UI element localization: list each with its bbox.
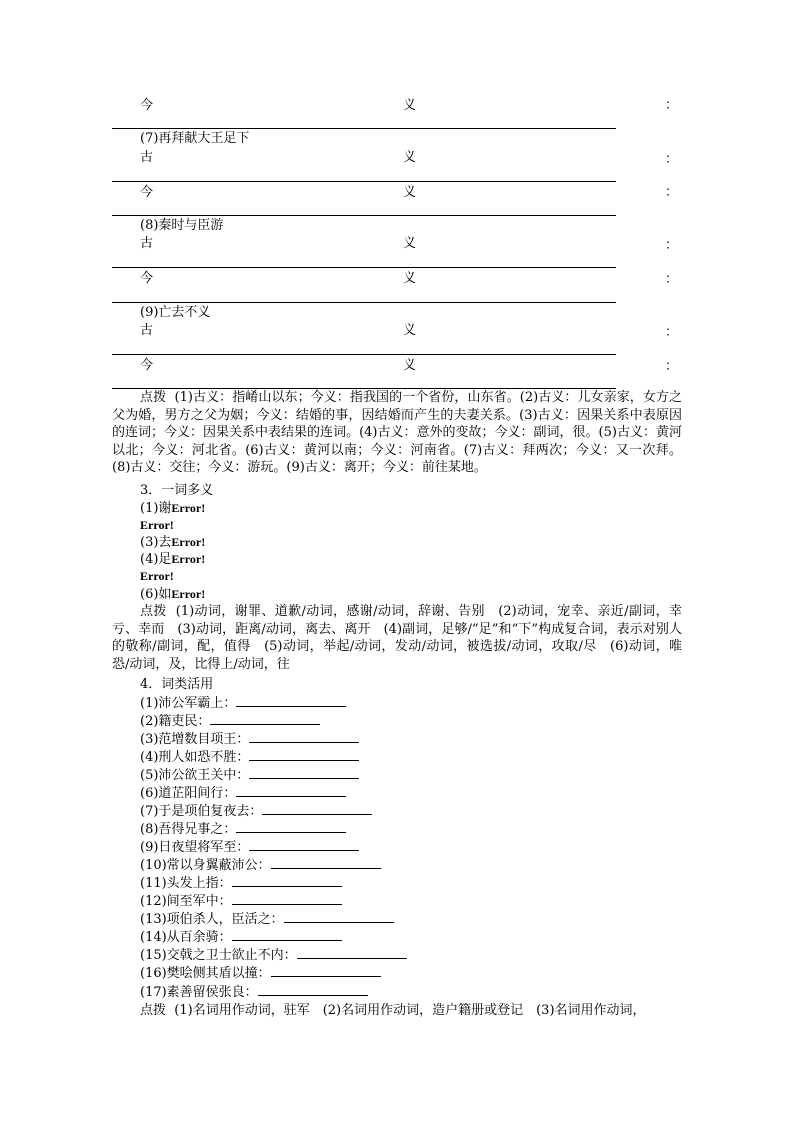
section-heading: 3．一词多义 bbox=[140, 483, 214, 498]
jin-label: 今 bbox=[140, 185, 154, 200]
answer-blank[interactable] bbox=[271, 964, 381, 977]
usage-item: (14)从百余骑： bbox=[140, 928, 342, 946]
gu-label: 古 bbox=[140, 150, 154, 165]
usage-item: (1)沛公军霸上： bbox=[140, 694, 346, 712]
polysemy-line: (4)足Error! bbox=[140, 552, 206, 567]
answer-blank[interactable] bbox=[232, 892, 342, 905]
jin-label: 今 bbox=[140, 98, 154, 113]
answer-blank[interactable] bbox=[284, 910, 394, 923]
polysemy-line: (3)去Error! bbox=[140, 535, 206, 550]
yi-label: 义 bbox=[403, 98, 417, 113]
colon: ： bbox=[665, 325, 679, 340]
usage-item: (7)于是项伯复夜去： bbox=[140, 802, 372, 820]
dianbo-label: 点拨 bbox=[140, 604, 167, 619]
ci-lei-huo-yong-dianbo bbox=[112, 1002, 682, 1020]
answer-blank[interactable] bbox=[210, 712, 320, 725]
answer-blank[interactable] bbox=[236, 784, 346, 797]
usage-item: (4)刑人如恐不胜： bbox=[140, 748, 359, 766]
gu-jin-dianbo bbox=[112, 389, 682, 477]
polysemy-line bbox=[140, 568, 174, 585]
dianbo-label: 点拨 bbox=[140, 390, 167, 405]
answer-blank[interactable] bbox=[249, 748, 359, 761]
error-field: Error! bbox=[140, 569, 174, 583]
dianbo-label: 点拨 bbox=[140, 1003, 167, 1018]
answer-blank[interactable] bbox=[297, 946, 407, 959]
answer-line bbox=[112, 215, 616, 216]
colon: ： bbox=[665, 238, 679, 253]
answer-line bbox=[112, 267, 616, 268]
item-title: (9)亡去不义 bbox=[140, 305, 211, 320]
jin-label: 今 bbox=[140, 271, 154, 286]
colon: ： bbox=[665, 152, 679, 167]
colon: ： bbox=[665, 272, 679, 287]
colon: ： bbox=[665, 98, 679, 113]
answer-blank[interactable] bbox=[236, 820, 346, 833]
answer-blank[interactable] bbox=[258, 983, 368, 996]
yi-label: 义 bbox=[403, 271, 417, 286]
answer-line bbox=[112, 128, 616, 129]
dianbo-text: (1)古义：指崤山以东；今义：指我国的一个省份，山东省。(2)古义：儿女亲家，女方之父为婚，男方之父为姻；今义：结婚的事，因结婚而产生的夫妻关系。(3)古义：因果关系中表原因的连词；今义：因果关系中表结果的连词。(4)古义：意外的变故；今义：副词，很。(5)古义：黄河以北；今义：河北省。(6)古义：黄河以南；今义：河南省。(7)古义：拜两次；今义：又一次拜。(8)古义：交往；今义：游玩。(9)古义：离开；今义：前往某地。 bbox=[112, 390, 682, 475]
error-field: Error! bbox=[171, 587, 206, 601]
answer-blank[interactable] bbox=[271, 856, 381, 869]
usage-item: (6)道芷阳间行： bbox=[140, 784, 346, 802]
usage-item: (5)沛公欲王关中： bbox=[140, 766, 359, 784]
error-field: Error! bbox=[140, 518, 174, 532]
answer-blank[interactable] bbox=[249, 730, 359, 743]
yi-label: 义 bbox=[403, 323, 417, 338]
polysemy-line: (6)如Error! bbox=[140, 587, 206, 602]
dianbo-text: (1)名词用作动词，驻军 (2)名词用作动词，造户籍册或登记 (3)名词用作动词， bbox=[174, 1003, 646, 1018]
usage-item: (13)项伯杀人，臣活之： bbox=[140, 910, 394, 928]
yi-label: 义 bbox=[403, 150, 417, 165]
usage-item: (9)日夜望将军至： bbox=[140, 838, 359, 856]
gu-label: 古 bbox=[140, 323, 154, 338]
answer-line bbox=[112, 354, 616, 355]
usage-item: (3)范增数目项王： bbox=[140, 730, 359, 748]
colon: ： bbox=[665, 185, 679, 200]
yi-label: 义 bbox=[403, 358, 417, 373]
gu-label: 古 bbox=[140, 236, 154, 251]
error-field: Error! bbox=[171, 552, 206, 566]
usage-item: (12)间至军中： bbox=[140, 892, 342, 910]
answer-line bbox=[112, 302, 616, 303]
yi-label: 义 bbox=[403, 185, 417, 200]
answer-blank[interactable] bbox=[262, 802, 372, 815]
answer-blank[interactable] bbox=[249, 838, 359, 851]
polysemy-line bbox=[140, 517, 174, 534]
colon: ： bbox=[665, 359, 679, 374]
error-field: Error! bbox=[171, 501, 206, 515]
usage-item: (16)樊哙侧其盾以撞： bbox=[140, 964, 381, 982]
usage-item: (15)交戟之卫士欲止不内： bbox=[140, 946, 407, 964]
usage-item: (2)籍吏民： bbox=[140, 712, 320, 730]
answer-blank[interactable] bbox=[232, 874, 342, 887]
yi-ci-duo-yi-dianbo bbox=[112, 603, 682, 673]
jin-label: 今 bbox=[140, 358, 154, 373]
yi-label: 义 bbox=[403, 236, 417, 251]
item-title: (7)再拜献大王足下 bbox=[140, 131, 250, 146]
answer-line bbox=[112, 181, 616, 182]
usage-item: (17)素善留侯张良： bbox=[140, 983, 368, 1001]
section-heading: 4．词类活用 bbox=[140, 677, 214, 692]
item-title: (8)秦时与臣游 bbox=[140, 218, 224, 233]
usage-item: (8)吾得兄事之： bbox=[140, 820, 346, 838]
polysemy-line: (1)谢Error! bbox=[140, 501, 206, 516]
usage-item: (10)常以身翼蔽沛公： bbox=[140, 856, 381, 874]
dianbo-text: (1)动词，谢罪、道歉/动词，感谢/动词，辞谢、告别 (2)动词，宠幸、亲近/副词，幸亏、幸而 (3)动词，距离/动词，离去、离开 (4)副词，足够/“足”和“下”构成复合词，表示对别人的敬称/副词，配，值得 (5)动词，举起/动词，发动/动词，被选拔/动词，攻取/尽 (6)动词，唯恐/动词，及，比得上/动词，往 bbox=[112, 604, 682, 672]
error-field: Error! bbox=[171, 535, 206, 549]
answer-blank[interactable] bbox=[249, 766, 359, 779]
answer-blank[interactable] bbox=[236, 694, 346, 707]
answer-blank[interactable] bbox=[232, 928, 342, 941]
usage-item: (11)头发上指： bbox=[140, 874, 342, 892]
